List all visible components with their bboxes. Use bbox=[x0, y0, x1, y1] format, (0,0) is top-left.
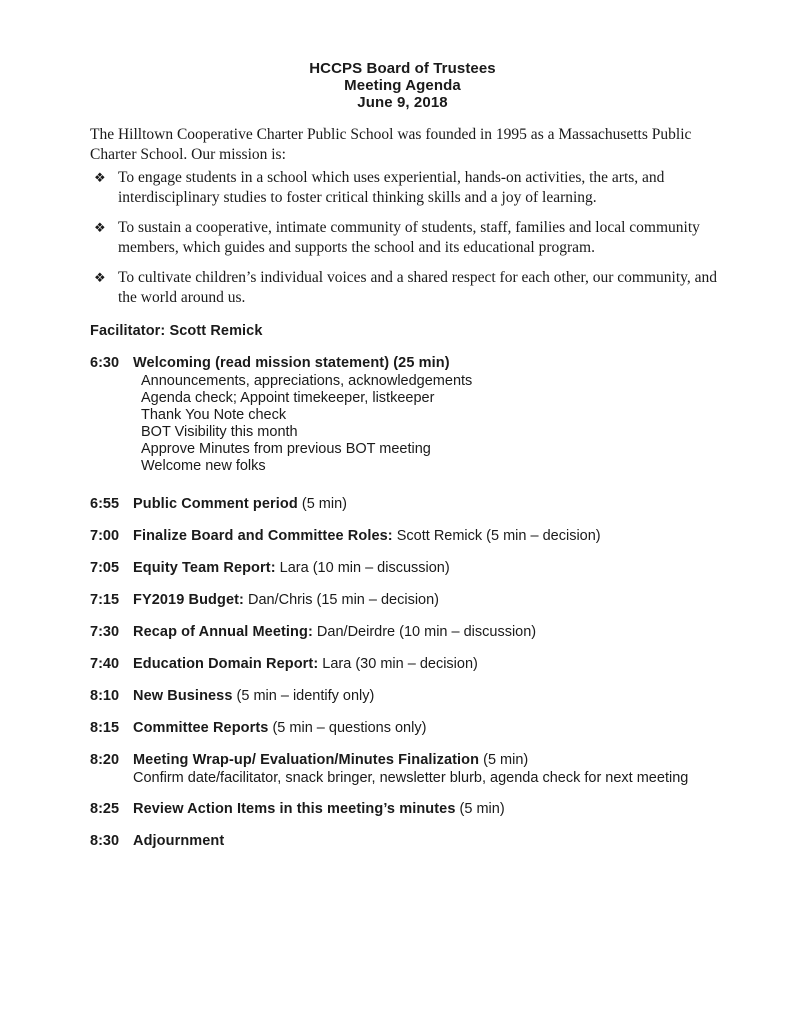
agenda-sub-item: BOT Visibility this month bbox=[141, 424, 298, 440]
agenda-time: 7:00 bbox=[90, 528, 120, 544]
mission-bullet bbox=[90, 268, 722, 308]
agenda-content bbox=[133, 527, 741, 546]
agenda-detail: (5 min – questions only) bbox=[268, 720, 427, 736]
agenda-time: 7:30 bbox=[90, 624, 120, 640]
agenda-item-public-comment bbox=[90, 495, 741, 514]
mission-bullet bbox=[90, 218, 722, 258]
agenda-title: Committee Reports bbox=[133, 720, 269, 736]
agenda-title: Education Domain Report: bbox=[133, 656, 319, 672]
agenda-sub-item: Announcements, appreciations, acknowledgements bbox=[141, 373, 473, 389]
agenda-sub-item: Welcome new folks bbox=[141, 458, 266, 474]
agenda-time: 8:25 bbox=[90, 801, 120, 817]
agenda-content bbox=[133, 354, 741, 475]
facilitator-line: Facilitator: Scott Remick bbox=[90, 323, 263, 339]
agenda-item-board-roles bbox=[90, 527, 741, 546]
agenda-sub-item: Approve Minutes from previous BOT meeting bbox=[141, 441, 431, 457]
agenda-sub-item: Agenda check; Appoint timekeeper, listkeeper bbox=[141, 390, 435, 406]
agenda-item-new-business bbox=[90, 687, 741, 706]
agenda-detail: Dan/Deirdre (10 min – discussion) bbox=[312, 624, 537, 640]
agenda-title: Welcoming (read mission statement) (25 min) bbox=[133, 355, 450, 371]
agenda-content bbox=[133, 559, 741, 578]
mission-bullet-text: To cultivate children’s individual voices and a shared respect for each other, our community, and the world around us. bbox=[118, 269, 718, 306]
agenda-content bbox=[133, 495, 741, 514]
agenda-content bbox=[133, 832, 741, 851]
agenda-item-review-action-items bbox=[90, 800, 741, 819]
mission-bullet-text: To engage students in a school which uses experiential, hands-on activities, the arts, and interdisciplinary studies to foster critical thinking skills and a joy of learning. bbox=[118, 169, 665, 206]
agenda-content bbox=[133, 800, 741, 819]
agenda-time: 6:55 bbox=[90, 496, 120, 512]
document-header bbox=[90, 60, 715, 111]
agenda-detail: Lara (10 min – discussion) bbox=[275, 560, 450, 576]
mission-bullet-list bbox=[90, 168, 722, 308]
agenda-sub-list bbox=[133, 770, 741, 787]
agenda-title: Recap of Annual Meeting: bbox=[133, 624, 313, 640]
agenda-sub-item: Confirm date/facilitator, snack bringer, newsletter blurb, agenda check for next meeting bbox=[133, 770, 689, 786]
diamond-bullet-icon: ❖ bbox=[94, 220, 106, 235]
agenda-time: 7:05 bbox=[90, 560, 120, 576]
intro-paragraph: The Hilltown Cooperative Charter Public School was founded in 1995 as a Massachusetts Public Charter School. Our mission is: bbox=[90, 126, 692, 163]
mission-bullet bbox=[90, 168, 722, 208]
agenda-sub-list bbox=[133, 373, 741, 475]
agenda-item-committee-reports bbox=[90, 719, 741, 738]
agenda-title: Finalize Board and Committee Roles: bbox=[133, 528, 393, 544]
agenda-item-annual-meeting-recap bbox=[90, 623, 741, 642]
diamond-bullet-icon: ❖ bbox=[94, 170, 106, 185]
doc-title-type: Meeting Agenda bbox=[344, 77, 461, 94]
agenda-content bbox=[133, 687, 741, 706]
agenda-time: 7:15 bbox=[90, 592, 120, 608]
agenda-title: Equity Team Report: bbox=[133, 560, 276, 576]
agenda-content bbox=[133, 719, 741, 738]
agenda-detail: Dan/Chris (15 min – decision) bbox=[243, 592, 440, 608]
agenda-item-wrap-up bbox=[90, 751, 741, 787]
mission-section bbox=[90, 125, 722, 308]
agenda-list bbox=[90, 354, 741, 851]
agenda-title: FY2019 Budget: bbox=[133, 592, 244, 608]
agenda-detail: Lara (30 min – decision) bbox=[318, 656, 478, 672]
agenda-item-welcoming bbox=[90, 354, 741, 475]
agenda-content bbox=[133, 655, 741, 674]
doc-title-org: HCCPS Board of Trustees bbox=[309, 60, 496, 77]
agenda-item-equity-report bbox=[90, 559, 741, 578]
agenda-title: Adjournment bbox=[133, 833, 225, 849]
agenda-detail: Scott Remick (5 min – decision) bbox=[392, 528, 601, 544]
agenda-content bbox=[133, 623, 741, 642]
agenda-title: Public Comment period bbox=[133, 496, 298, 512]
agenda-title: New Business bbox=[133, 688, 233, 704]
diamond-bullet-icon: ❖ bbox=[94, 270, 106, 285]
mission-bullet-text: To sustain a cooperative, intimate community of students, staff, families and local community members, which guides and supports the school and its educational program. bbox=[118, 219, 700, 256]
agenda-title: Review Action Items in this meeting’s minutes bbox=[133, 801, 456, 817]
agenda-sub-item: Thank You Note check bbox=[141, 407, 287, 423]
agenda-detail: (5 min – identify only) bbox=[232, 688, 375, 704]
agenda-item-education-report bbox=[90, 655, 741, 674]
doc-title-date: June 9, 2018 bbox=[357, 94, 448, 111]
agenda-time: 8:10 bbox=[90, 688, 120, 704]
agenda-title: Meeting Wrap-up/ Evaluation/Minutes Finalization bbox=[133, 752, 480, 768]
agenda-detail: (5 min) bbox=[455, 801, 505, 817]
agenda-time: 8:30 bbox=[90, 833, 120, 849]
agenda-time: 8:15 bbox=[90, 720, 120, 736]
agenda-item-budget bbox=[90, 591, 741, 610]
agenda-item-adjournment bbox=[90, 832, 741, 851]
agenda-content bbox=[133, 751, 741, 787]
agenda-content bbox=[133, 591, 741, 610]
agenda-time: 8:20 bbox=[90, 752, 120, 768]
agenda-time: 6:30 bbox=[90, 355, 120, 371]
agenda-detail: (5 min) bbox=[479, 752, 529, 768]
agenda-time: 7:40 bbox=[90, 656, 120, 672]
agenda-detail: (5 min) bbox=[297, 496, 347, 512]
